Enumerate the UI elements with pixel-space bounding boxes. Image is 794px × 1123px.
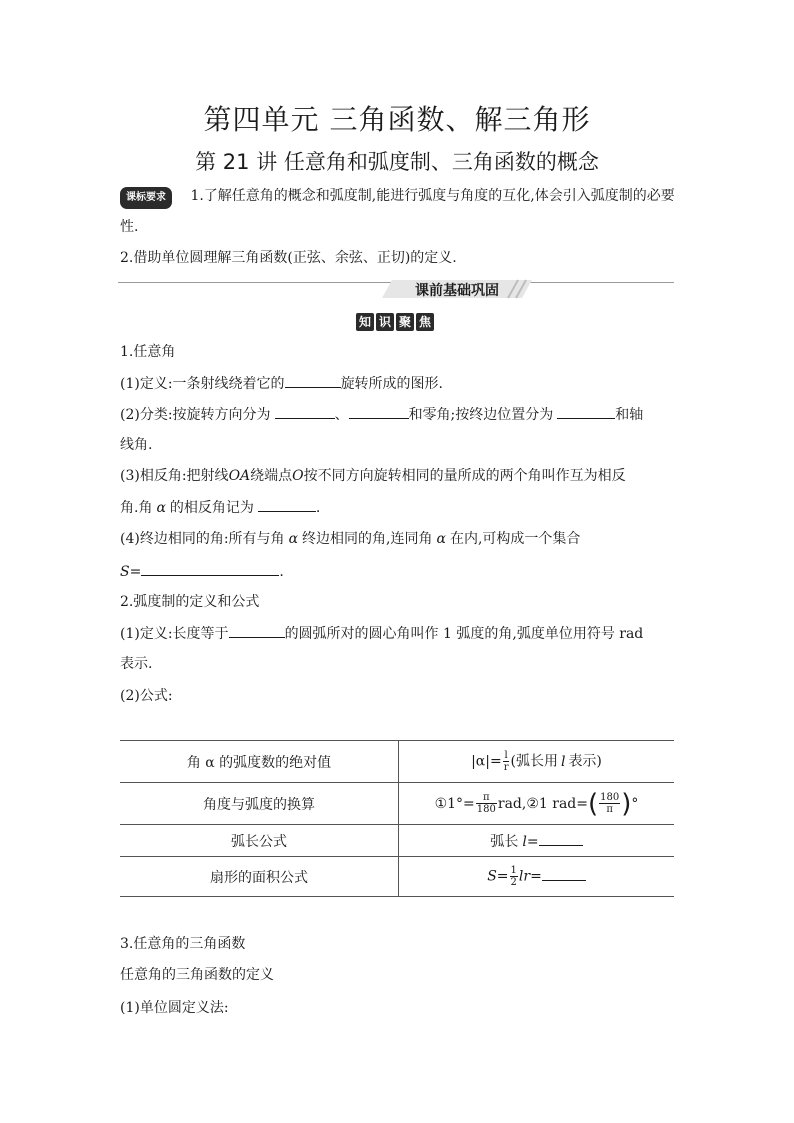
answer-blank xyxy=(229,623,285,638)
answer-blank xyxy=(275,404,335,419)
topic-3-subheading: 任意角的三角函数的定义 xyxy=(120,967,274,983)
degree-symbol: ° xyxy=(631,795,639,812)
answer-blank xyxy=(258,497,316,512)
table-row xyxy=(120,741,674,783)
table-cell-label: 弧长公式 xyxy=(120,825,399,857)
text: 旋转所成的图形. xyxy=(340,376,444,392)
math-symbol: l xyxy=(522,833,527,850)
answer-blank xyxy=(141,561,279,576)
text: 的圆弧所对的圆心角叫作 1 弧度的角,弧度单位用符号 rad xyxy=(284,626,644,642)
requirement-2-text: 2.借助单位圆理解三角函数(正弦、余弦、正切)的定义. xyxy=(120,250,457,266)
numerator: l xyxy=(504,750,508,761)
text: 、 xyxy=(334,407,349,423)
table-row xyxy=(120,857,674,897)
formula-table xyxy=(120,740,674,897)
text: (1)定义:长度等于 xyxy=(120,626,229,642)
denominator: π xyxy=(606,804,613,815)
answer-blank xyxy=(285,373,341,388)
section-banner-title: 课前基础巩固 xyxy=(415,283,499,299)
numerator: 1 xyxy=(510,865,517,876)
topic-3-item-1: (1)单位圆定义法: xyxy=(120,1000,229,1016)
text: (2)分类:按旋转方向分为 xyxy=(120,407,271,423)
text: 的相反角记为 xyxy=(169,500,254,516)
math-symbol: lr xyxy=(518,868,531,885)
fraction xyxy=(476,792,497,815)
text: = xyxy=(530,868,542,885)
requirement-1-text: 1.了解任意角的概念和弧度制,能进行弧度与角度的互化,体会引入弧度制的必要 xyxy=(190,188,675,204)
knowledge-badge-char: 焦 xyxy=(416,313,434,331)
text: (3)相反角:把射线 xyxy=(120,468,229,484)
math-symbol: O xyxy=(292,468,304,484)
table-row xyxy=(120,825,674,857)
table-cell-label: 角 α 的弧度数的绝对值 xyxy=(120,741,399,783)
text: 和零角;按终边位置分为 xyxy=(408,407,554,423)
topic-2-definition-cont: 表示. xyxy=(120,656,153,672)
topic-3-heading: 3.任意角的三角函数 xyxy=(120,936,246,952)
math-symbol: α xyxy=(436,531,446,547)
math-symbol: S xyxy=(487,868,497,885)
table-cell-label: 角度与弧度的换算 xyxy=(120,783,399,825)
knowledge-badge-char: 聚 xyxy=(396,313,414,331)
math-symbol: S= xyxy=(120,564,142,580)
text: 角.角 xyxy=(120,500,153,516)
math-symbol: l xyxy=(560,753,566,770)
denominator: 2 xyxy=(510,877,517,888)
lesson-title: 第 21 讲 任意角和弧度制、三角函数的概念 xyxy=(195,150,599,174)
table-cell-formula xyxy=(399,783,675,825)
table-cell-formula xyxy=(399,857,675,897)
math-symbol: OA xyxy=(228,468,251,484)
topic-2-definition xyxy=(120,623,643,644)
requirements-badge: 课标要求 xyxy=(120,187,172,209)
answer-blank xyxy=(539,831,583,846)
denominator: r xyxy=(503,762,509,773)
math-symbol: α xyxy=(156,500,166,516)
topic-2-formula-label: (2)公式: xyxy=(120,688,173,704)
text: = xyxy=(496,868,509,885)
table-cell-label: 扇形的面积公式 xyxy=(120,857,399,897)
fraction xyxy=(503,750,510,773)
text: 按不同方向旋转相同的量所成的两个角叫作互为相反 xyxy=(303,468,626,484)
answer-blank xyxy=(542,866,586,881)
topic-1-opposite-angle xyxy=(120,466,626,486)
topic-1-opposite-angle-cont xyxy=(120,497,320,518)
left-paren: ( xyxy=(587,788,599,819)
knowledge-badge xyxy=(356,313,436,331)
text: = xyxy=(526,833,539,850)
topic-1-set xyxy=(120,561,284,582)
topic-1-classification-cont: 线角. xyxy=(120,437,153,453)
text: ①1°= xyxy=(434,795,475,812)
unit-title: 第四单元 三角函数、解三角形 xyxy=(203,103,591,136)
topic-1-definition xyxy=(120,373,443,394)
text: 终边相同的角,连同角 xyxy=(302,531,433,547)
topic-2-heading: 2.弧度制的定义和公式 xyxy=(120,594,260,610)
answer-blank xyxy=(349,404,409,419)
text: 和轴 xyxy=(615,407,644,423)
text: (4)终边相同的角:所有与角 xyxy=(120,531,285,547)
answer-blank xyxy=(557,404,615,419)
fraction xyxy=(510,865,518,888)
knowledge-badge-char: 识 xyxy=(376,313,394,331)
requirement-1-continued: 性. xyxy=(120,219,139,235)
denominator: 180 xyxy=(476,804,496,815)
text: rad,②1 rad= xyxy=(497,795,588,812)
topic-1-classification xyxy=(120,404,643,425)
text: (弧长用 xyxy=(510,753,558,770)
numerator: π xyxy=(476,792,497,804)
table-cell-formula xyxy=(399,741,675,783)
knowledge-badge-char: 知 xyxy=(356,313,374,331)
numerator: 180 xyxy=(600,792,620,803)
text: |α|= xyxy=(471,753,502,770)
math-symbol: α xyxy=(288,531,299,547)
topic-1-heading: 1.任意角 xyxy=(120,344,176,360)
right-paren: ) xyxy=(621,788,632,819)
requirements-line-1 xyxy=(120,186,675,209)
table-cell-formula xyxy=(399,825,675,857)
text: 表示) xyxy=(568,753,602,770)
topic-1-terminal-side xyxy=(120,529,580,549)
table-row xyxy=(120,783,674,825)
text: (1)定义:一条射线绕着它的 xyxy=(120,376,285,392)
text: . xyxy=(315,500,321,516)
fraction xyxy=(599,792,620,815)
text: . xyxy=(279,564,284,580)
text: 在内,可构成一个集合 xyxy=(449,531,581,547)
text: 弧长 xyxy=(490,833,519,850)
text: 绕端点 xyxy=(250,468,293,484)
